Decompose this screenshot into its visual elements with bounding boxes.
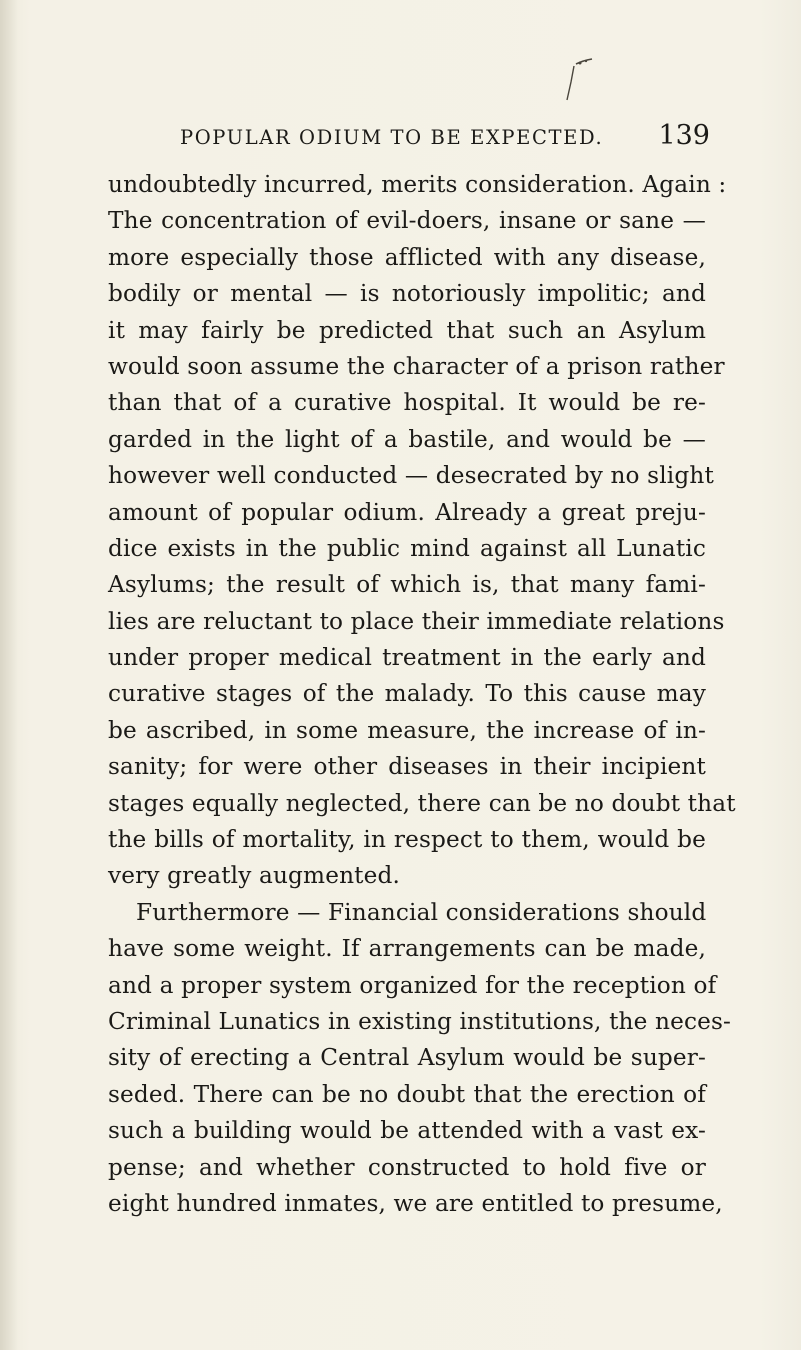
- text-line: the bills of mortality, in respect to them, would be: [108, 826, 706, 854]
- text-line: amount of popular odium. Already a great preju-: [108, 498, 706, 526]
- running-head: [180, 120, 710, 160]
- text-line: dice exists in the public mind against all Lunatic: [108, 534, 706, 562]
- text-line: under proper medical treatment in the early and: [108, 644, 706, 672]
- text-line: would soon assume the character of a prison rather: [108, 352, 725, 380]
- text-line: undoubtedly incurred, merits consideration. Again :: [108, 171, 727, 198]
- body-text: [108, 167, 736, 1222]
- page-fold-shadow: [0, 0, 18, 1350]
- text-line: lies are reluctant to place their immediate relations: [108, 607, 725, 635]
- paragraph-start-line: Furthermore — Financial considerations should: [136, 898, 707, 926]
- text-line: more especially those afflicted with any disease,: [108, 243, 706, 271]
- text-line: The concentration of evil-doers, insane or sane —: [108, 207, 706, 235]
- text-line: such a building would be attended with a vast ex-: [108, 1117, 706, 1145]
- text-line: pense; and whether constructed to hold five or: [108, 1153, 706, 1181]
- text-line: bodily or mental — is notoriously impolitic; and: [108, 280, 706, 308]
- page-number: 139: [658, 120, 710, 151]
- text-line: stages equally neglected, there can be no doubt that: [108, 789, 736, 817]
- text-line: than that of a curative hospital. It would be re-: [108, 389, 706, 417]
- text-line: be ascribed, in some measure, the increase of in-: [108, 716, 706, 744]
- text-line: sity of erecting a Central Asylum would be super-: [108, 1044, 706, 1072]
- running-title: POPULAR ODIUM TO BE EXPECTED.: [180, 126, 604, 149]
- text-line: Asylums; the result of which is, that many fami-: [108, 571, 706, 599]
- ink-mark-icon: [556, 56, 596, 110]
- paragraph-end-line: very greatly augmented.: [108, 862, 401, 890]
- text-line: have some weight. If arrangements can be made,: [108, 935, 706, 963]
- text-line: curative stages of the malady. To this cause may: [108, 680, 706, 708]
- text-line: Criminal Lunatics in existing institutions, the neces-: [108, 1007, 732, 1035]
- text-line: however well conducted — desecrated by no slight: [108, 462, 714, 490]
- text-line: and a proper system organized for the reception of: [108, 971, 717, 999]
- text-line: eight hundred inmates, we are entitled to presume,: [108, 1189, 723, 1217]
- text-line: sanity; for were other diseases in their incipient: [108, 753, 706, 781]
- text-line: seded. There can be no doubt that the erection of: [108, 1080, 706, 1108]
- text-line: garded in the light of a bastile, and would be —: [108, 425, 706, 453]
- text-line: it may fairly be predicted that such an Asylum: [108, 316, 706, 344]
